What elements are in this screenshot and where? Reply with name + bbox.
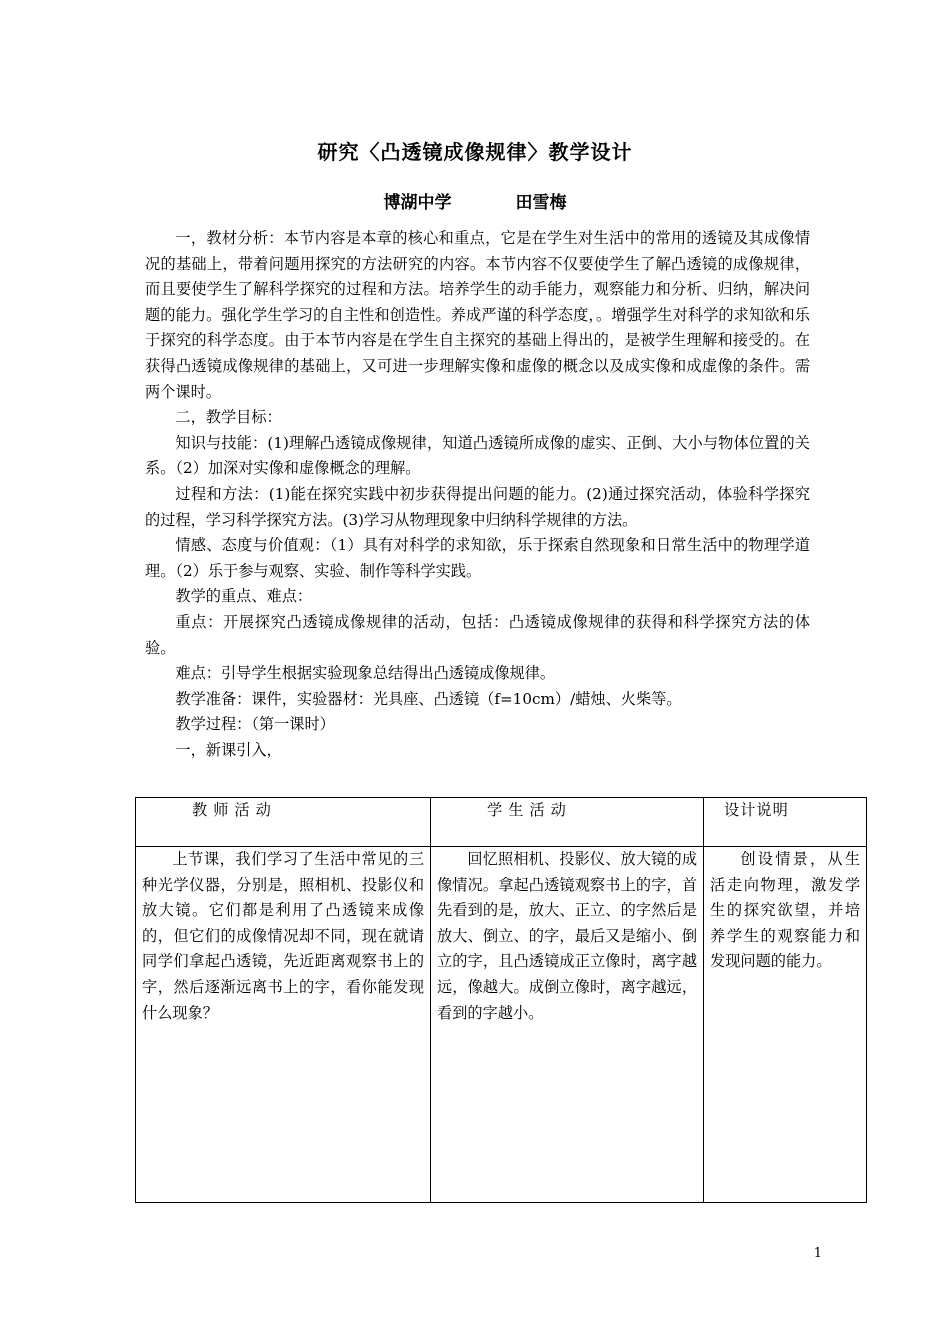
paragraph-difficulty: 难点：引导学生根据实验现象总结得出凸透镜成像规律。 (175, 664, 556, 683)
paragraph-preparation: 教学准备：课件，实验器材：光具座、凸透镜（f=10cm）/蜡烛、火柴等。 (175, 689, 682, 708)
paragraph-intro-heading: 一，新课引入， (175, 740, 282, 759)
paragraph-attitude: 情感、态度与价值观：（1）具有对科学的求知欲，乐于探索自然现象和日常生活中的物理学道理。（2）乐于参与观察、实验、制作等科学实践。 (145, 536, 810, 580)
paragraph-analysis: 一，教材分析：本节内容是本章的核心和重点，它是在学生对生活中的常用的透镜及其成像情况的基础上，带着问题用探究的方法研究的内容。本节内容不仅要使学生了解凸透镜的成像规律，而且要使学生了解科学探究的过程和方法。培养学生的动手能力，观察能力和分析、归纳，解决问题的能力。强化学生学习的自主性和创造性。养成严谨的科学态度，。增强学生对科学的求知欲和乐于探究的科学态度。由于本节内容是在学生自主探究的基础上得出的，是被学生理解和接受的。在获得凸透镜成像规律的基础上，又可进一步理解实像和虚像的概念以及成实像和成虚像的条件。需两个课时。 (145, 229, 810, 401)
header-student-activity: 学生活动 (431, 798, 704, 847)
paragraph-knowledge: 知识与技能：(1)理解凸透镜成像规律，知道凸透镜所成像的虚实、正倒、大小与物体位置的关系。（2）加深对实像和虚像概念的理解。 (145, 433, 810, 478)
school-name: 博湖中学 (383, 193, 452, 213)
lesson-table (135, 797, 867, 1203)
cell-student-activity: 回忆照相机、投影仪、放大镜的成像情况。拿起凸透镜观察书上的字，首先看到的是，放大、正立、的字然后是放大、倒立、的字，最后又是缩小、倒立的字，且凸透镜成正立像时，离字越远，像越大。成倒立像时，离字越远，看到的字越小。 (431, 847, 704, 1203)
paragraph-key-points-heading: 教学的重点、难点： (175, 587, 313, 606)
header-design-notes: 设计说明 (704, 798, 867, 847)
page-number: 1 (813, 1246, 822, 1261)
table-header-row (136, 798, 867, 847)
paragraph-process-heading: 教学过程：（第一课时） (175, 715, 335, 734)
author-line (0, 188, 950, 213)
paragraph-goals-heading: 二，教学目标： (175, 408, 282, 427)
paragraph-key-point: 重点：开展探究凸透镜成像规律的活动，包括：凸透镜成像规律的获得和科学探究方法的体验。 (145, 612, 810, 657)
document-title: 研究〈凸透镜成像规律〉教学设计 (317, 140, 633, 164)
document-body (145, 226, 810, 763)
header-teacher-activity: 教师活动 (136, 798, 431, 847)
paragraph-process: 过程和方法：(1)能在探究实践中初步获得提出问题的能力。(2)通过探究活动，体验科学探究的过程，学习科学探究方法。(3)学习从物理现象中归纳科学规律的方法。 (145, 484, 810, 529)
table-row (136, 847, 867, 1203)
cell-design-notes: 创设情景，从生活走向物理，激发学生的探究欲望，并培养学生的观察能力和发现问题的能力。 (704, 847, 867, 1203)
author-name: 田雪梅 (515, 193, 567, 213)
cell-teacher-activity: 上节课，我们学习了生活中常见的三种光学仪器，分别是，照相机、投影仪和放大镜。它们都是利用了凸透镜来成像的，但它们的成像情况却不同，现在就请同学们拿起凸透镜，先近距离观察书上的字，然后逐渐远离书上的字，看你能发现什么现象？ (136, 847, 431, 1203)
